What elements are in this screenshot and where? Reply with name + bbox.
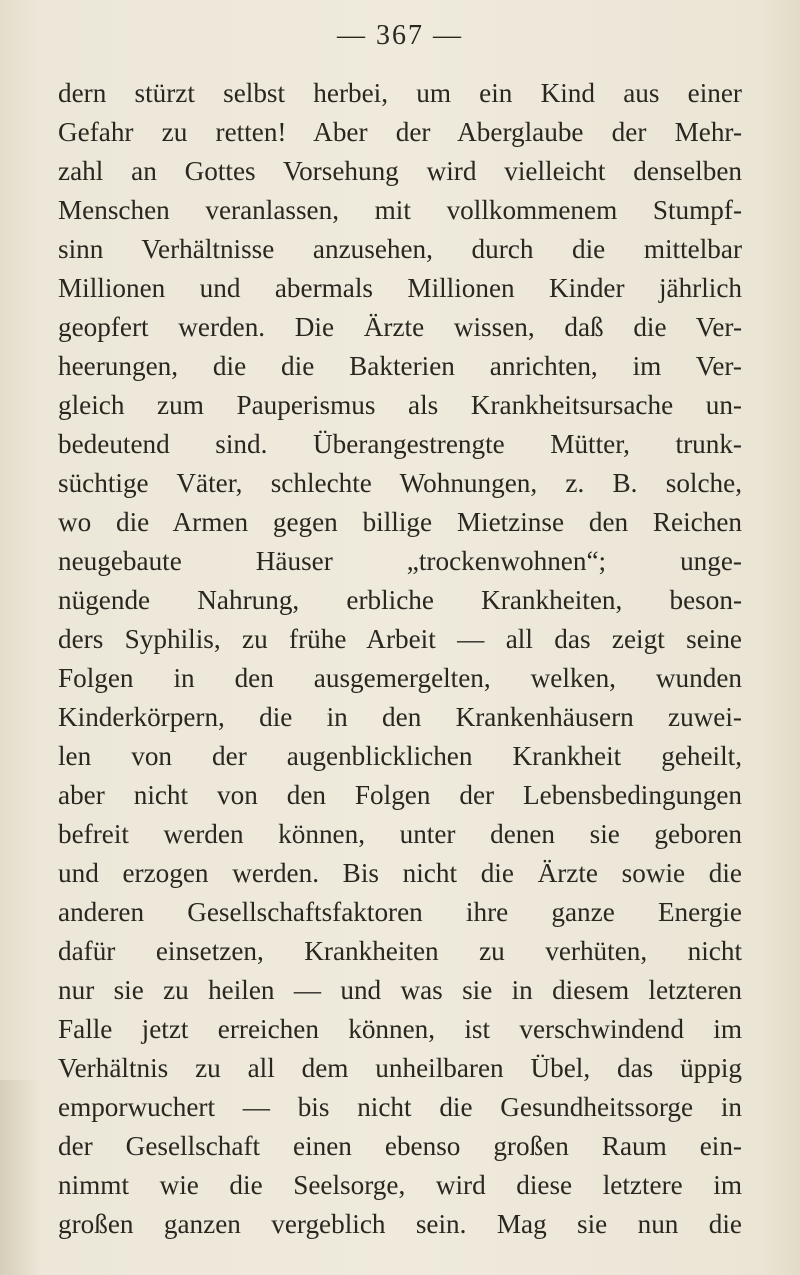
page-edge-shadow <box>0 1080 40 1275</box>
text-line: anderen Gesellschaftsfaktoren ihre ganze Energie <box>58 897 742 927</box>
text-line: len von der augenblicklichen Krankheit geheilt, <box>58 741 742 771</box>
text-line: Millionen und abermals Millionen Kinder jährlich <box>58 273 742 303</box>
text-line: emporwuchert — bis nicht die Gesundheitssorge in <box>58 1092 742 1122</box>
text-line: Kinderkörpern, die in den Krankenhäusern zuwei- <box>58 702 742 732</box>
text-line: der Gesellschaft einen ebenso großen Raum ein- <box>58 1131 742 1161</box>
text-line: großen ganzen vergeblich sein. Mag sie nun die <box>58 1209 742 1239</box>
text-line: dafür einsetzen, Krankheiten zu verhüten, nicht <box>58 936 742 966</box>
text-line: aber nicht von den Folgen der Lebensbedingungen <box>58 780 742 810</box>
text-line: wo die Armen gegen billige Mietzinse den Reichen <box>58 507 742 537</box>
text-line: zahl an Gottes Vorsehung wird vielleicht denselben <box>58 156 742 186</box>
text-line: und erzogen werden. Bis nicht die Ärzte sowie die <box>58 858 742 888</box>
text-line: süchtige Väter, schlechte Wohnungen, z. B. solche, <box>58 468 742 498</box>
text-line: dern stürzt selbst herbei, um ein Kind aus einer <box>58 78 742 108</box>
text-line: neugebaute Häuser „trockenwohnen“; unge- <box>58 546 742 576</box>
text-line: befreit werden können, unter denen sie geboren <box>58 819 742 849</box>
text-line: Menschen veranlassen, mit vollkommenem Stumpf- <box>58 195 742 225</box>
text-line: sinn Verhältnisse anzusehen, durch die mittelbar <box>58 234 742 264</box>
text-line: ders Syphilis, zu frühe Arbeit — all das zeigt seine <box>58 624 742 654</box>
text-line: nimmt wie die Seelsorge, wird diese letztere im <box>58 1170 742 1200</box>
text-line: heerungen, die die Bakterien anrichten, im Ver- <box>58 351 742 381</box>
text-line: gleich zum Pauperismus als Krankheitsursache un- <box>58 390 742 420</box>
text-line: Gefahr zu retten! Aber der Aberglaube der Mehr- <box>58 117 742 147</box>
text-line: Folgen in den ausgemergelten, welken, wunden <box>58 663 742 693</box>
text-line: bedeutend sind. Überangestrengte Mütter, trunk- <box>58 429 742 459</box>
text-line: geopfert werden. Die Ärzte wissen, daß die Ver- <box>58 312 742 342</box>
text-line: Verhältnis zu all dem unheilbaren Übel, das üppig <box>58 1053 742 1083</box>
body-text <box>58 74 742 1244</box>
text-line: Falle jetzt erreichen können, ist verschwindend im <box>58 1014 742 1044</box>
text-line: nügende Nahrung, erbliche Krankheiten, beson- <box>58 585 742 615</box>
page-number: — 367 — <box>337 20 463 51</box>
text-line: nur sie zu heilen — und was sie in diesem letzteren <box>58 975 742 1005</box>
